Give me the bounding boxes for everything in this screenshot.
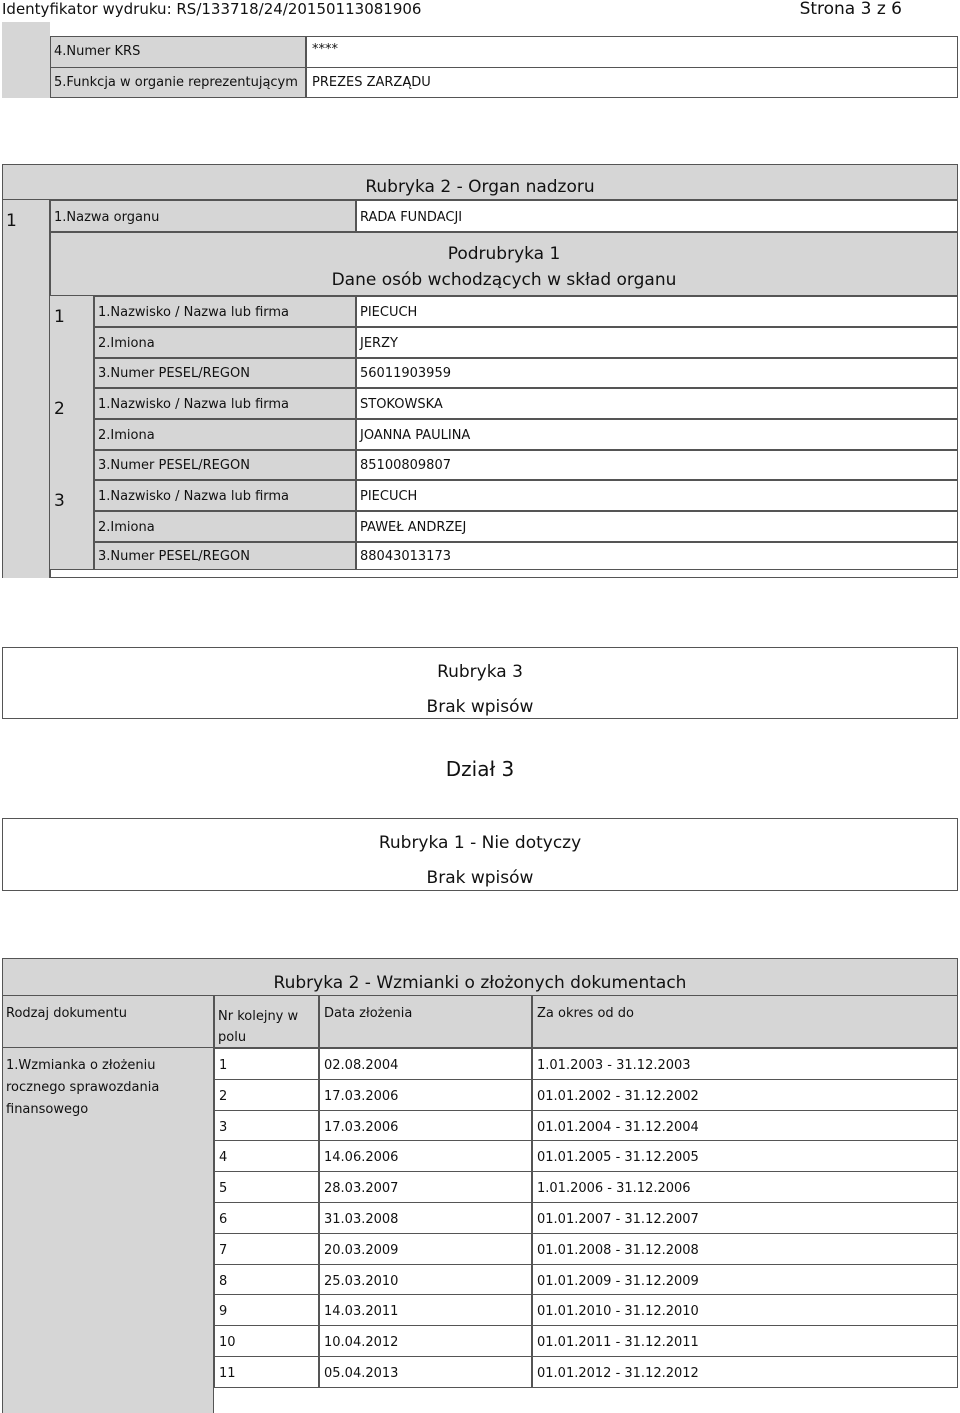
table-cell <box>532 1264 958 1295</box>
person-pesel-cell <box>356 542 958 570</box>
table-cell <box>532 1048 958 1080</box>
row-number: 7 <box>219 1243 228 1258</box>
funkcja-label: 5.Funkcja w organie reprezentującym <box>54 75 298 90</box>
table-cell <box>319 1140 532 1172</box>
person-names-label-cell <box>94 327 356 358</box>
col-header-nr <box>214 995 319 1048</box>
dzial3-title: Dział 3 <box>445 757 515 781</box>
row-period: 01.01.2005 - 31.12.2005 <box>537 1150 699 1165</box>
person-names-cell <box>356 419 958 450</box>
rubryka3-box <box>2 647 958 719</box>
person-pesel: 56011903959 <box>360 366 451 381</box>
person-surname-label: 1.Nazwisko / Nazwa lub firma <box>98 489 290 504</box>
person-surname: PIECUCH <box>360 489 418 504</box>
person-names-label: 2.Imiona <box>98 520 155 535</box>
person-number: 3 <box>54 491 65 511</box>
person-pesel-cell <box>356 358 958 388</box>
table-cell <box>319 1264 532 1295</box>
row-date: 20.03.2009 <box>324 1243 399 1258</box>
person-names: JERZY <box>360 336 398 351</box>
organ-index-column <box>2 200 50 578</box>
persons-index-column <box>50 296 94 578</box>
rubryka3-title: Rubryka 3 <box>437 662 523 682</box>
person-surname: STOKOWSKA <box>360 397 443 412</box>
person-number: 2 <box>54 399 65 419</box>
row-number: 1 <box>219 1058 228 1073</box>
row-date: 14.03.2011 <box>324 1304 399 1319</box>
person-number: 1 <box>54 307 65 327</box>
row-date: 10.04.2012 <box>324 1335 399 1350</box>
table-cell <box>214 1079 319 1111</box>
table-cell <box>214 1264 319 1295</box>
rubryka1-title: Rubryka 1 - Nie dotyczy <box>378 833 582 853</box>
person-pesel-label-cell <box>94 542 356 570</box>
page-number: Strona 3 z 6 <box>799 0 902 19</box>
person-surname-cell <box>356 388 958 419</box>
table-cell <box>214 1325 319 1357</box>
rubryka2-docs-header <box>2 958 958 996</box>
organ-bottom-strip <box>50 569 958 578</box>
table-cell <box>214 1294 319 1326</box>
table-cell <box>319 1325 532 1357</box>
col-header-label: Data złożenia <box>324 1006 413 1021</box>
table-cell <box>214 1140 319 1172</box>
table-cell <box>319 1110 532 1141</box>
table-cell <box>532 1294 958 1326</box>
col-header-data <box>319 995 532 1048</box>
row-period: 01.01.2010 - 31.12.2010 <box>537 1304 699 1319</box>
podrubryka-title: Podrubryka 1 <box>447 244 561 264</box>
person-pesel: 85100809807 <box>360 458 451 473</box>
organ-name-label-cell <box>50 200 356 232</box>
row-date: 17.03.2006 <box>324 1120 399 1135</box>
row-period: 01.01.2002 - 31.12.2002 <box>537 1089 699 1104</box>
person-pesel-label: 3.Numer PESEL/REGON <box>98 549 250 564</box>
person-names-cell <box>356 511 958 542</box>
row-period: 01.01.2011 - 31.12.2011 <box>537 1335 699 1350</box>
table-cell <box>532 1171 958 1203</box>
col-header-label: Rodzaj dokumentu <box>6 1006 127 1021</box>
person-pesel-label-cell <box>94 358 356 388</box>
person-pesel-label-cell <box>94 450 356 480</box>
person-names-label: 2.Imiona <box>98 336 155 351</box>
person-names-cell <box>356 327 958 358</box>
organ-index: 1 <box>6 211 17 231</box>
col-header-rodzaj <box>2 995 214 1048</box>
podrubryka-subtitle: Dane osób wchodzących w skład organu <box>331 270 677 290</box>
krs-value: **** <box>312 42 338 57</box>
person-surname-label-cell <box>94 388 356 419</box>
krs-label-cell <box>50 36 306 68</box>
row-number: 6 <box>219 1212 228 1227</box>
person-pesel-label: 3.Numer PESEL/REGON <box>98 458 250 473</box>
top-left-margin <box>2 22 50 98</box>
person-surname-cell <box>356 480 958 511</box>
row-number: 5 <box>219 1181 228 1196</box>
person-surname-label-cell <box>94 296 356 327</box>
col-header-okres <box>532 995 958 1048</box>
row-date: 17.03.2006 <box>324 1089 399 1104</box>
rubryka3-note: Brak wpisów <box>426 697 534 717</box>
person-names-label: 2.Imiona <box>98 428 155 443</box>
person-names: PAWEŁ ANDRZEJ <box>360 520 467 535</box>
table-cell <box>214 1171 319 1203</box>
table-cell <box>319 1079 532 1111</box>
table-cell <box>532 1325 958 1357</box>
doc-type-text: 1.Wzmianka o złożeniu rocznego sprawozdania finansowego <box>6 1058 160 1117</box>
row-date: 31.03.2008 <box>324 1212 399 1227</box>
col-header-label: Nr kolejny w polu <box>218 1009 299 1045</box>
person-pesel: 88043013173 <box>360 549 451 564</box>
table-cell <box>214 1110 319 1141</box>
row-number: 2 <box>219 1089 228 1104</box>
table-cell <box>214 1356 319 1388</box>
podrubryka-header <box>50 232 958 296</box>
table-cell <box>214 1202 319 1234</box>
row-date: 02.08.2004 <box>324 1058 399 1073</box>
rubryka2-docs-title: Rubryka 2 - Wzmianki o złożonych dokumentach <box>273 973 687 993</box>
doc-type-cell <box>2 1048 214 1413</box>
row-period: 01.01.2009 - 31.12.2009 <box>537 1274 699 1289</box>
funkcja-value: PREZES ZARZĄDU <box>312 75 431 90</box>
row-date: 28.03.2007 <box>324 1181 399 1196</box>
table-cell <box>532 1140 958 1172</box>
funkcja-value-cell <box>306 67 958 98</box>
row-period: 01.01.2008 - 31.12.2008 <box>537 1243 699 1258</box>
row-number: 10 <box>219 1335 236 1350</box>
row-date: 25.03.2010 <box>324 1274 399 1289</box>
table-cell <box>319 1202 532 1234</box>
row-number: 9 <box>219 1304 228 1319</box>
person-surname: PIECUCH <box>360 305 418 320</box>
krs-value-cell <box>306 36 958 68</box>
print-identifier: Identyfikator wydruku: RS/133718/24/20150113081906 <box>2 0 422 18</box>
row-period: 1.01.2006 - 31.12.2006 <box>537 1181 691 1196</box>
table-cell <box>532 1202 958 1234</box>
row-number: 8 <box>219 1274 228 1289</box>
table-cell <box>319 1048 532 1080</box>
person-pesel-cell <box>356 450 958 480</box>
table-cell <box>319 1356 532 1388</box>
person-names-label-cell <box>94 511 356 542</box>
funkcja-label-cell <box>50 67 306 98</box>
row-period: 1.01.2003 - 31.12.2003 <box>537 1058 691 1073</box>
row-period: 01.01.2007 - 31.12.2007 <box>537 1212 699 1227</box>
person-pesel-label: 3.Numer PESEL/REGON <box>98 366 250 381</box>
row-period: 01.01.2004 - 31.12.2004 <box>537 1120 699 1135</box>
table-cell <box>532 1079 958 1111</box>
rubryka1-note: Brak wpisów <box>426 868 534 888</box>
table-cell <box>319 1171 532 1203</box>
col-header-label: Za okres od do <box>537 1006 634 1021</box>
person-surname-label: 1.Nazwisko / Nazwa lub firma <box>98 305 290 320</box>
table-cell <box>319 1294 532 1326</box>
row-number: 11 <box>219 1366 236 1381</box>
person-names: JOANNA PAULINA <box>360 428 471 443</box>
row-period: 01.01.2012 - 31.12.2012 <box>537 1366 699 1381</box>
organ-name-label: 1.Nazwa organu <box>54 210 160 225</box>
rubryka2-organ-header <box>2 164 958 200</box>
row-number: 4 <box>219 1150 228 1165</box>
person-names-label-cell <box>94 419 356 450</box>
rubryka1-box <box>2 818 958 891</box>
table-cell <box>319 1233 532 1265</box>
row-date: 14.06.2006 <box>324 1150 399 1165</box>
table-cell <box>532 1110 958 1141</box>
table-cell <box>214 1233 319 1265</box>
row-date: 05.04.2013 <box>324 1366 399 1381</box>
table-cell <box>532 1233 958 1265</box>
organ-name-value-cell <box>356 200 958 232</box>
organ-name-value: RADA FUNDACJI <box>360 210 463 225</box>
rubryka2-organ-title: Rubryka 2 - Organ nadzoru <box>365 177 595 197</box>
krs-label: 4.Numer KRS <box>54 44 141 59</box>
person-surname-label: 1.Nazwisko / Nazwa lub firma <box>98 397 290 412</box>
table-cell <box>532 1356 958 1388</box>
row-number: 3 <box>219 1120 228 1135</box>
table-cell <box>214 1048 319 1080</box>
person-surname-cell <box>356 296 958 327</box>
person-surname-label-cell <box>94 480 356 511</box>
